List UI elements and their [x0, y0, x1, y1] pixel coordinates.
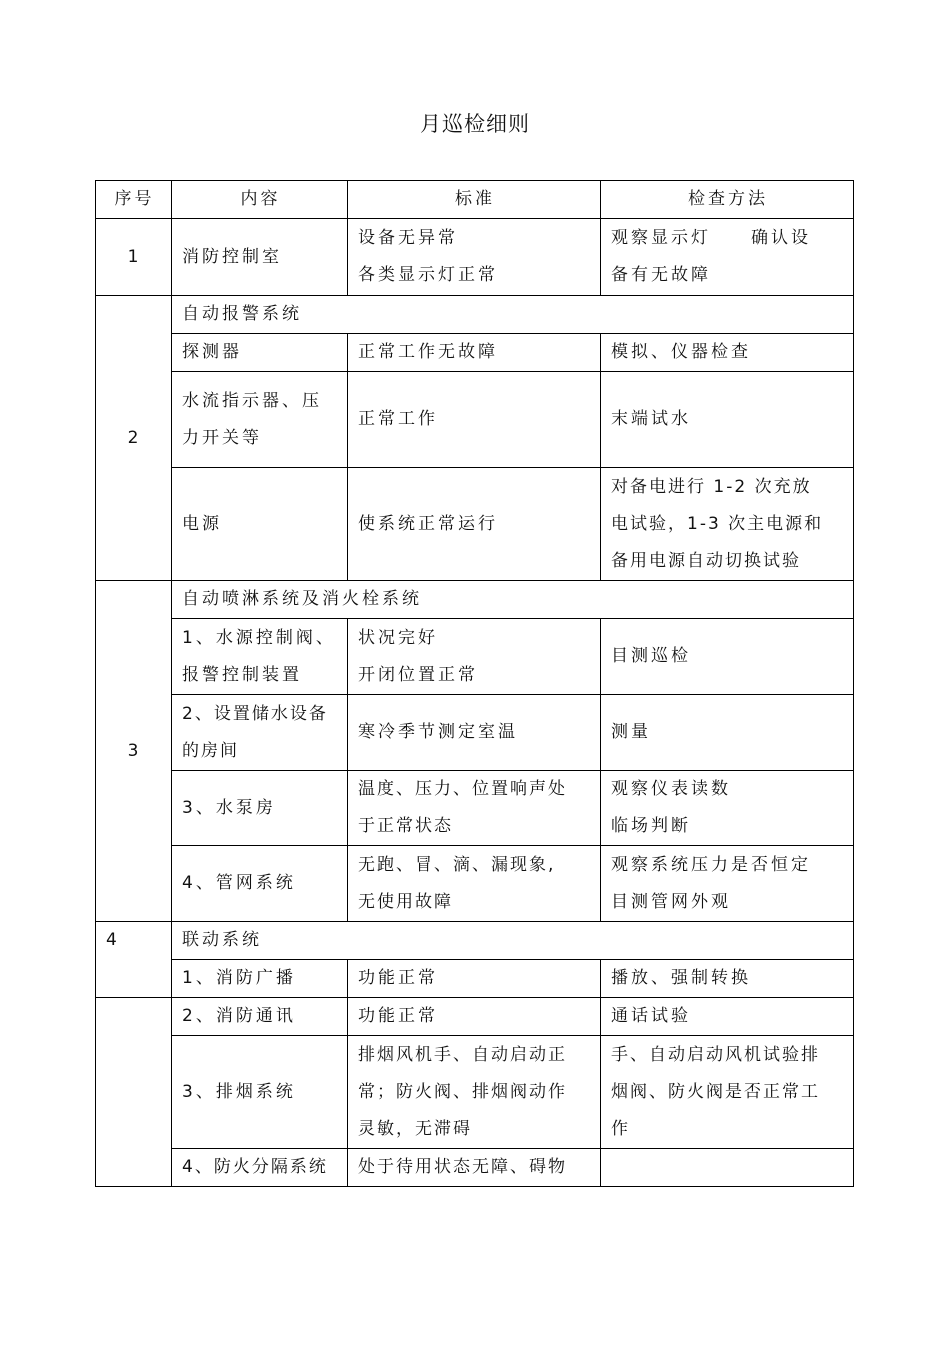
- table-row: [96, 468, 854, 581]
- method-line: 临场判断: [611, 816, 691, 836]
- method-line: 观察系统压力是否恒定: [611, 854, 811, 875]
- table-row: [96, 619, 854, 695]
- standard-line: 温度、压力、位置响声处: [358, 779, 567, 799]
- section-title: 联动系统: [172, 922, 854, 960]
- content-cell: 1、消防广播: [172, 960, 348, 998]
- standard-line: 灵敏，无滞碍: [358, 1118, 472, 1139]
- header-content: 内容: [172, 181, 348, 219]
- method-cell: 通话试验: [601, 998, 854, 1036]
- table-row: [96, 998, 854, 1036]
- content-line: 报警控制装置: [182, 664, 302, 685]
- header-method: 检查方法: [601, 181, 854, 219]
- content-line: 水流指示器、压: [182, 390, 322, 411]
- content-cell: 4、防火分隔系统: [172, 1149, 348, 1187]
- standard-cell: [348, 771, 601, 846]
- inspection-table: [95, 180, 854, 1187]
- table-row: [96, 846, 854, 922]
- content-cell: 3、水泵房: [172, 771, 348, 846]
- standard-cell: 功能正常: [348, 998, 601, 1036]
- method-line: 目测管网外观: [611, 891, 731, 912]
- content-cell: [172, 372, 348, 468]
- method-cell: [601, 1036, 854, 1149]
- standard-line: 各类显示灯正常: [358, 265, 498, 285]
- row-number: 1: [96, 219, 172, 296]
- standard-line: 设备无异常: [358, 228, 458, 248]
- method-line: 备有无故障: [611, 265, 711, 285]
- standard-cell: [348, 1036, 601, 1149]
- standard-cell: 正常工作: [348, 372, 601, 468]
- header-no: 序号: [96, 181, 172, 219]
- table-row: [96, 1036, 854, 1149]
- content-cell: [172, 695, 348, 771]
- standard-line: 排烟风机手、自动启动正: [358, 1044, 567, 1065]
- standard-cell: 功能正常: [348, 960, 601, 998]
- standard-line: 无跑、冒、滴、漏现象,: [358, 854, 556, 875]
- method-cell: [601, 846, 854, 922]
- method-line: 电试验，1-3 次主电源和: [611, 513, 824, 534]
- content-line: 1、水源控制阀、: [182, 627, 336, 648]
- row-number: 4: [96, 922, 172, 998]
- content-cell: [172, 619, 348, 695]
- standard-cell: 正常工作无故障: [348, 334, 601, 372]
- row-number-empty: [96, 998, 172, 1187]
- standard-line: 无使用故障: [358, 891, 453, 912]
- content-line: 的房间: [182, 740, 239, 761]
- method-cell: [601, 219, 854, 296]
- method-line: 观察显示灯 确认设: [611, 228, 811, 248]
- section-title: 自动喷淋系统及消火栓系统: [172, 581, 854, 619]
- standard-cell: [348, 846, 601, 922]
- table-row: [96, 219, 854, 296]
- method-cell: 测量: [601, 695, 854, 771]
- section-row: [96, 581, 854, 619]
- table-row: [96, 334, 854, 372]
- content-line: 力开关等: [182, 427, 262, 448]
- method-cell: 目测巡检: [601, 619, 854, 695]
- table-row: [96, 771, 854, 846]
- standard-cell: 处于待用状态无障、碍物: [348, 1149, 601, 1187]
- content-cell: 4、管网系统: [172, 846, 348, 922]
- row-number: 2: [96, 296, 172, 581]
- content-cell: 消防控制室: [172, 219, 348, 296]
- standard-cell: 使系统正常运行: [348, 468, 601, 581]
- standard-line: 开闭位置正常: [358, 664, 478, 685]
- method-cell: 播放、强制转换: [601, 960, 854, 998]
- method-line: 作: [611, 1118, 630, 1139]
- table-row: [96, 1149, 854, 1187]
- method-cell: 模拟、仪器检查: [601, 334, 854, 372]
- standard-line: 状况完好: [358, 627, 438, 648]
- document-title: 月巡检细则: [420, 112, 530, 136]
- method-cell: [601, 468, 854, 581]
- method-line: 烟阀、防火阀是否正常工: [611, 1081, 820, 1102]
- standard-cell: 寒冷季节测定室温: [348, 695, 601, 771]
- content-cell: 探测器: [172, 334, 348, 372]
- standard-cell: [348, 219, 601, 296]
- method-line: 手、自动启动风机试验排: [611, 1044, 820, 1065]
- section-title: 自动报警系统: [172, 296, 854, 334]
- content-cell: 3、排烟系统: [172, 1036, 348, 1149]
- header-standard: 标准: [348, 181, 601, 219]
- method-line: 对备电进行 1-2 次充放: [611, 476, 812, 497]
- standard-line: 于正常状态: [358, 816, 453, 836]
- table-row: [96, 695, 854, 771]
- method-line: 观察仪表读数: [611, 779, 731, 799]
- table-header-row: [96, 181, 854, 219]
- section-row: [96, 296, 854, 334]
- table-row: [96, 372, 854, 468]
- section-row: [96, 922, 854, 960]
- standard-line: 常；防火阀、排烟阀动作: [358, 1081, 567, 1102]
- content-line: 2、设置储水设备: [182, 703, 328, 724]
- method-line: 备用电源自动切换试验: [611, 550, 801, 571]
- content-cell: 电源: [172, 468, 348, 581]
- method-cell: 末端试水: [601, 372, 854, 468]
- table-row: [96, 960, 854, 998]
- standard-cell: [348, 619, 601, 695]
- method-cell: [601, 771, 854, 846]
- method-cell: [601, 1149, 854, 1187]
- row-number: 3: [96, 581, 172, 922]
- content-cell: 2、消防通讯: [172, 998, 348, 1036]
